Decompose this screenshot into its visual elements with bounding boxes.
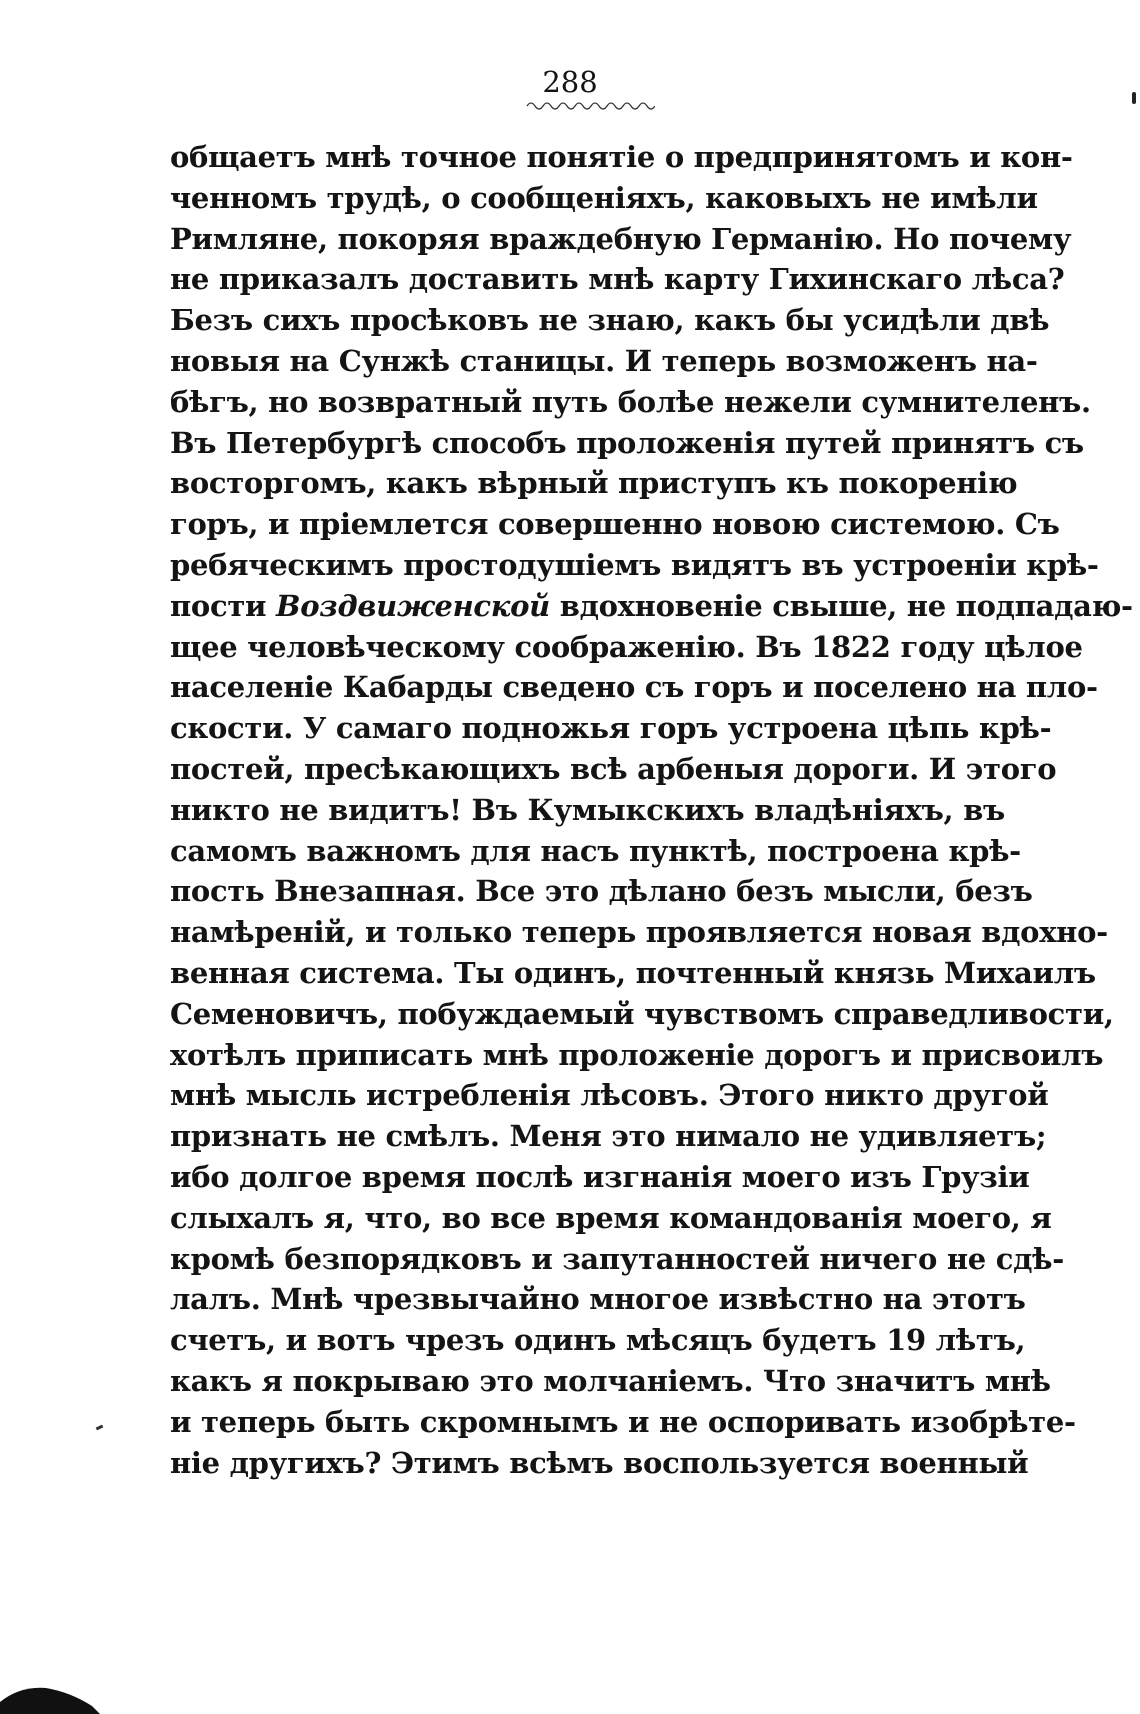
text-line: счетъ, и вотъ чрезъ одинъ мѣсяцъ будетъ 19 лѣтъ, — [170, 1323, 1026, 1358]
text-line: самомъ важномъ для насъ пунктѣ, построена крѣ- — [170, 833, 1021, 868]
text-line: постей, пресѣкающихъ всѣ арбеныя дороги. И этого — [170, 751, 1057, 786]
text-line: скости. У самаго подножья горъ устроена цѣпь крѣ- — [170, 711, 1052, 746]
text-line: новыя на Сунжѣ станицы. И теперь возможенъ на- — [170, 343, 1038, 378]
margin-speck — [96, 1425, 104, 1431]
text-line: не приказалъ доставить мнѣ карту Гихинскаго лѣса? — [170, 262, 1065, 297]
text-line: Семеновичъ, побуждаемый чувствомъ справедливости, — [170, 996, 1114, 1031]
text-line — [170, 586, 1133, 627]
text-line: мнѣ мысль истребленія лѣсовъ. Этого никто другой — [170, 1078, 1049, 1113]
page-number: 288 — [542, 65, 598, 99]
text-line: венная система. Ты одинъ, почтенный князь Михаилъ — [170, 955, 1096, 990]
body-text — [170, 137, 1133, 1483]
text-line: кромѣ безпорядковъ и запутанностей ничего не сдѣ- — [170, 1241, 1064, 1276]
text-line: какъ я покрываю это молчаніемъ. Что значитъ мнѣ — [170, 1363, 1051, 1398]
text-line: ченномъ трудѣ, о сообщеніяхъ, каковыхъ не имѣли — [170, 180, 1038, 215]
margin-speck — [1132, 92, 1136, 104]
text-line: намѣреній, и только теперь проявляется новая вдохно- — [170, 915, 1108, 950]
text-line: лалъ. Мнѣ чрезвычайно многое извѣстно на этотъ — [170, 1282, 1026, 1317]
text-line: Римляне, покоряя враждебную Германію. Но почему — [170, 221, 1072, 256]
italic-place-name: Воздвиженской — [276, 588, 550, 623]
text-line: бѣгъ, но возвратный путь болѣе нежели сумнителенъ. — [170, 384, 1091, 419]
text-segment: вдохновеніе свыше, не подпадаю- — [549, 588, 1133, 623]
text-segment: пости — [170, 588, 277, 623]
text-line: и теперь быть скромнымъ и не оспоривать изобрѣте- — [170, 1404, 1076, 1439]
text-line: общаетъ мнѣ точное понятіе о предпринятомъ и кон- — [170, 140, 1073, 174]
text-line: ибо долгое время послѣ изгнанія моего изъ Грузіи — [170, 1159, 1030, 1194]
text-line: слыхалъ я, что, во все время командованія моего, я — [170, 1200, 1052, 1235]
wavy-rule-ornament — [525, 98, 655, 114]
text-line: ребяческимъ простодушіемъ видятъ въ устроеніи крѣ- — [170, 547, 1099, 582]
text-line: горъ, и пріемлется совершенно новою системою. Съ — [170, 507, 1060, 542]
text-line: населеніе Кабарды сведено съ горъ и поселено на пло- — [170, 670, 1098, 705]
text-line: признать не смѣлъ. Меня это нимало не удивляетъ; — [170, 1119, 1047, 1154]
text-line: щее человѣческому соображенію. Въ 1822 году цѣлое — [170, 629, 1083, 664]
text-line: ніе другихъ? Этимъ всѣмъ воспользуется военный — [170, 1445, 1029, 1480]
text-line: никто не видитъ! Въ Кумыкскихъ владѣніяхъ, въ — [170, 792, 1005, 827]
text-line: Безъ сихъ просѣковъ не знаю, какъ бы усидѣли двѣ — [170, 303, 1050, 338]
text-line: Въ Петербургѣ способъ проложенія путей принятъ съ — [170, 425, 1084, 460]
scan-edge-shadow — [0, 1672, 100, 1714]
text-line: пость Внезапная. Все это дѣлано безъ мысли, безъ — [170, 874, 1033, 909]
text-line: хотѣлъ приписать мнѣ проложеніе дорогъ и присвоилъ — [170, 1037, 1104, 1072]
text-line: восторгомъ, какъ вѣрный приступъ къ покоренію — [170, 466, 1018, 501]
